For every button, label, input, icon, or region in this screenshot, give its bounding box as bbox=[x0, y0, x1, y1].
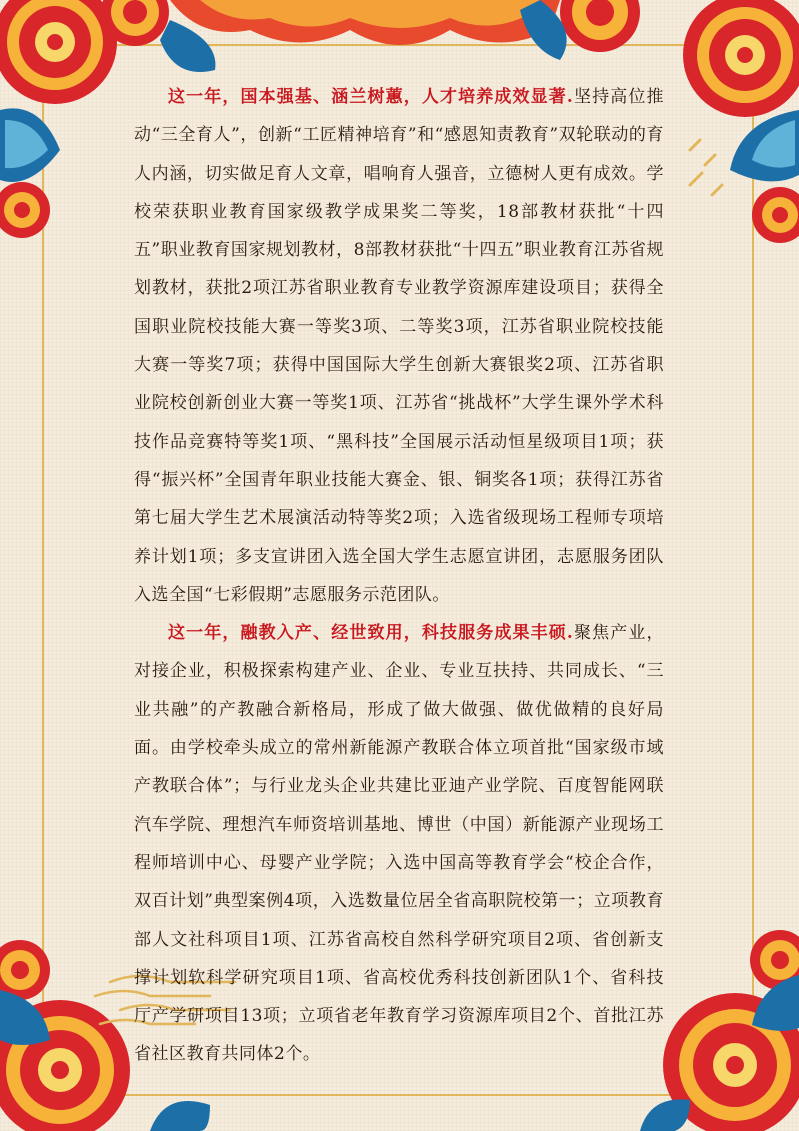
top-cloud-band bbox=[170, 0, 560, 45]
flower-top-left bbox=[0, 0, 117, 104]
leaf-bottom-right-2 bbox=[640, 1099, 690, 1131]
paragraph-1-highlight: 这一年，国本强基、涵兰树蕙，人才培养成效显著. bbox=[168, 87, 574, 107]
paragraph-industry-education bbox=[134, 614, 664, 1074]
flower-bottom-left-small bbox=[0, 940, 50, 1000]
paragraph-2-highlight: 这一年，融教入产、经世致用，科技服务成果丰硕. bbox=[168, 623, 574, 644]
leaf-bottom-left-2 bbox=[150, 1101, 210, 1131]
flower-top-right-2 bbox=[560, 0, 640, 52]
gold-dashes bbox=[690, 140, 722, 195]
paragraph-1-body: 坚持高位推动“三全育人”，创新“工匠精神培育”和“感恩知责教育”双轮联动的育人内涵，切实做足育人文章，唱响育人强音，立德树人更有成效。学校荣获职业教育国家级教学成果奖二等奖，18部教材获批“十四五”职业教育国家规划教材，8部教材获批“十四五”职业教育江苏省规划教材，获批2项江苏省职业教育专业教学资源库建设项目；获得全国职业院校技能大赛一等奖3项、二等奖3项，江苏省职业院校技能大赛一等奖7项；获得中国国际大学生创新大赛银奖2项、江苏省职业院校创新创业大赛一等奖1项、江苏省“挑战杯”大学生课外学术科技作品竞赛特等奖1项、“黑科技”全国展示活动恒星级项目1项；获得“振兴杯”全国青年职业技能大赛金、银、铜奖各1项；获得江苏省第七届大学生艺术展演活动特等奖2项；入选省级现场工程师专项培养计划1项；多支宣讲团入选全国大学生志愿宣讲团，志愿服务团队入选全国“七彩假期”志愿服务示范团队。 bbox=[134, 87, 665, 605]
flower-top-right bbox=[683, 0, 799, 117]
paragraph-talent-cultivation bbox=[134, 78, 664, 614]
paragraph-2-body: 聚焦产业，对接企业，积极探索构建产业、企业、专业互扶持、共同成长、“三业共融”的产教融合新格局，形成了做大做强、做优做精的良好局面。由学校牵头成立的常州新能源产教联合体立项首批“国家级市域产教联合体”；与行业龙头企业共建比亚迪产业学院、百度智能网联汽车学院、理想汽车师资培训基地、博世（中国）新能源产业现场工程师培训中心、母婴产业学院；入选中国高等教育学会“校企合作，双百计划”典型案例4项，入选数量位居全省高职院校第一；立项教育部人文社科项目1项、江苏省高校自然科学研究项目2项、省创新支撑计划软科学研究项目1项、省高校优秀科技创新团队1个、省科技厅产学研项目13项；立项省老年教育学习资源库项目2个、首批江苏省社区教育共同体2个。 bbox=[134, 623, 665, 1065]
flower-left-side bbox=[0, 182, 50, 238]
document-body bbox=[134, 78, 664, 1074]
flower-right-side bbox=[752, 187, 799, 243]
